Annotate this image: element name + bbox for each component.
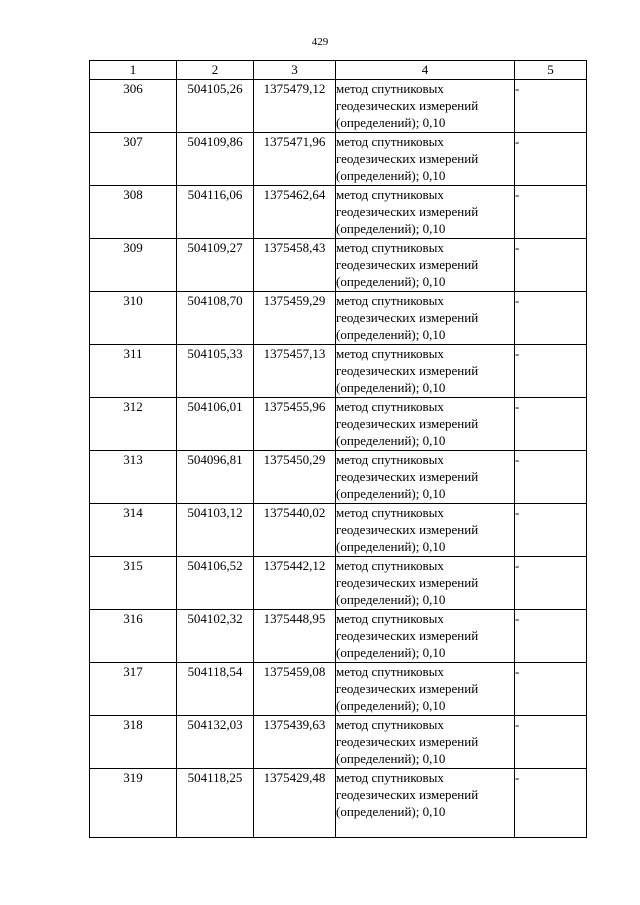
note-cell: - xyxy=(515,186,587,239)
method-text-line-2: геодезических измерений xyxy=(336,522,479,537)
table-row xyxy=(90,133,587,186)
table-row xyxy=(90,186,587,239)
note-cell: - xyxy=(515,663,587,716)
note-cell: - xyxy=(515,292,587,345)
method-text-line-1: метод спутниковых xyxy=(336,505,444,520)
table-row xyxy=(90,663,587,716)
method-text-line-2: геодезических измерений xyxy=(336,787,479,802)
note-cell: - xyxy=(515,239,587,292)
column-header-3: 3 xyxy=(254,61,336,80)
x-coordinate-cell: 504109,86 xyxy=(177,133,254,186)
y-coordinate-cell: 1375471,96 xyxy=(254,133,336,186)
method-text-line-3: (определений); 0,10 xyxy=(336,433,446,448)
method-text-line-3: (определений); 0,10 xyxy=(336,486,446,501)
method-cell xyxy=(336,716,515,769)
note-cell: - xyxy=(515,504,587,557)
method-text-line-2: геодезических измерений xyxy=(336,628,479,643)
point-number-cell: 319 xyxy=(90,769,177,838)
method-text-line-3: (определений); 0,10 xyxy=(336,539,446,554)
method-text-line-2: геодезических измерений xyxy=(336,151,479,166)
method-text-line-3: (определений); 0,10 xyxy=(336,380,446,395)
point-number-cell: 311 xyxy=(90,345,177,398)
column-header-1: 1 xyxy=(90,61,177,80)
point-number-cell: 309 xyxy=(90,239,177,292)
y-coordinate-cell: 1375448,95 xyxy=(254,610,336,663)
method-cell xyxy=(336,769,515,838)
method-text-line-1: метод спутниковых xyxy=(336,134,444,149)
table-row xyxy=(90,716,587,769)
method-text-line-3: (определений); 0,10 xyxy=(336,274,446,289)
method-text-line-3: (определений); 0,10 xyxy=(336,168,446,183)
page-number: 429 xyxy=(311,36,329,48)
x-coordinate-cell: 504096,81 xyxy=(177,451,254,504)
y-coordinate-cell: 1375442,12 xyxy=(254,557,336,610)
method-text-line-1: метод спутниковых xyxy=(336,770,444,785)
y-coordinate-cell: 1375462,64 xyxy=(254,186,336,239)
y-coordinate-cell: 1375440,02 xyxy=(254,504,336,557)
point-number-cell: 313 xyxy=(90,451,177,504)
point-number-cell: 310 xyxy=(90,292,177,345)
y-coordinate-cell: 1375459,29 xyxy=(254,292,336,345)
x-coordinate-cell: 504105,33 xyxy=(177,345,254,398)
method-text-line-3: (определений); 0,10 xyxy=(336,115,446,130)
x-coordinate-cell: 504106,01 xyxy=(177,398,254,451)
point-number-cell: 314 xyxy=(90,504,177,557)
x-coordinate-cell: 504108,70 xyxy=(177,292,254,345)
table-row xyxy=(90,345,587,398)
x-coordinate-cell: 504116,06 xyxy=(177,186,254,239)
method-cell xyxy=(336,80,515,133)
x-coordinate-cell: 504132,03 xyxy=(177,716,254,769)
note-cell: - xyxy=(515,398,587,451)
table-row xyxy=(90,504,587,557)
method-text-line-3: (определений); 0,10 xyxy=(336,221,446,236)
method-text-line-3: (определений); 0,10 xyxy=(336,804,446,819)
point-number-cell: 315 xyxy=(90,557,177,610)
method-text-line-3: (определений); 0,10 xyxy=(336,592,446,607)
y-coordinate-cell: 1375450,29 xyxy=(254,451,336,504)
method-cell xyxy=(336,292,515,345)
point-number-cell: 306 xyxy=(90,80,177,133)
method-cell xyxy=(336,451,515,504)
x-coordinate-cell: 504109,27 xyxy=(177,239,254,292)
table-body xyxy=(90,80,587,838)
y-coordinate-cell: 1375439,63 xyxy=(254,716,336,769)
x-coordinate-cell: 504102,32 xyxy=(177,610,254,663)
method-text-line-1: метод спутниковых xyxy=(336,399,444,414)
table-row xyxy=(90,769,587,838)
note-cell: - xyxy=(515,133,587,186)
table-row xyxy=(90,610,587,663)
note-cell: - xyxy=(515,451,587,504)
y-coordinate-cell: 1375429,48 xyxy=(254,769,336,838)
method-cell xyxy=(336,133,515,186)
y-coordinate-cell: 1375458,43 xyxy=(254,239,336,292)
method-text-line-2: геодезических измерений xyxy=(336,98,479,113)
method-cell xyxy=(336,557,515,610)
point-number-cell: 316 xyxy=(90,610,177,663)
x-coordinate-cell: 504105,26 xyxy=(177,80,254,133)
method-text-line-2: геодезических измерений xyxy=(336,681,479,696)
method-text-line-3: (определений); 0,10 xyxy=(336,698,446,713)
x-coordinate-cell: 504106,52 xyxy=(177,557,254,610)
table-row xyxy=(90,80,587,133)
y-coordinate-cell: 1375455,96 xyxy=(254,398,336,451)
x-coordinate-cell: 504103,12 xyxy=(177,504,254,557)
table-row xyxy=(90,292,587,345)
method-text-line-1: метод спутниковых xyxy=(336,717,444,732)
table-row xyxy=(90,451,587,504)
method-text-line-2: геодезических измерений xyxy=(336,363,479,378)
method-text-line-2: геодезических измерений xyxy=(336,575,479,590)
method-text-line-1: метод спутниковых xyxy=(336,293,444,308)
method-text-line-2: геодезических измерений xyxy=(336,310,479,325)
method-cell xyxy=(336,663,515,716)
method-text-line-2: геодезических измерений xyxy=(336,257,479,272)
method-text-line-1: метод спутниковых xyxy=(336,346,444,361)
column-header-4: 4 xyxy=(336,61,515,80)
note-cell: - xyxy=(515,345,587,398)
method-cell xyxy=(336,345,515,398)
point-number-cell: 308 xyxy=(90,186,177,239)
y-coordinate-cell: 1375479,12 xyxy=(254,80,336,133)
method-text-line-1: метод спутниковых xyxy=(336,452,444,467)
point-number-cell: 317 xyxy=(90,663,177,716)
table-row xyxy=(90,398,587,451)
method-text-line-1: метод спутниковых xyxy=(336,187,444,202)
note-cell: - xyxy=(515,716,587,769)
method-text-line-1: метод спутниковых xyxy=(336,664,444,679)
method-text-line-2: геодезических измерений xyxy=(336,734,479,749)
note-cell: - xyxy=(515,557,587,610)
method-text-line-3: (определений); 0,10 xyxy=(336,327,446,342)
note-cell: - xyxy=(515,610,587,663)
note-cell: - xyxy=(515,80,587,133)
method-text-line-1: метод спутниковых xyxy=(336,240,444,255)
y-coordinate-cell: 1375459,08 xyxy=(254,663,336,716)
method-text-line-2: геодезических измерений xyxy=(336,204,479,219)
point-number-cell: 307 xyxy=(90,133,177,186)
column-header-2: 2 xyxy=(177,61,254,80)
point-number-cell: 318 xyxy=(90,716,177,769)
column-header-5: 5 xyxy=(515,61,587,80)
coordinates-table xyxy=(89,60,587,838)
x-coordinate-cell: 504118,25 xyxy=(177,769,254,838)
method-cell xyxy=(336,186,515,239)
method-cell xyxy=(336,239,515,292)
table-row xyxy=(90,557,587,610)
y-coordinate-cell: 1375457,13 xyxy=(254,345,336,398)
point-number-cell: 312 xyxy=(90,398,177,451)
method-cell xyxy=(336,610,515,663)
method-text-line-2: геодезических измерений xyxy=(336,416,479,431)
method-text-line-3: (определений); 0,10 xyxy=(336,751,446,766)
note-cell: - xyxy=(515,769,587,838)
method-text-line-1: метод спутниковых xyxy=(336,558,444,573)
method-text-line-1: метод спутниковых xyxy=(336,81,444,96)
x-coordinate-cell: 504118,54 xyxy=(177,663,254,716)
method-text-line-1: метод спутниковых xyxy=(336,611,444,626)
method-text-line-3: (определений); 0,10 xyxy=(336,645,446,660)
method-text-line-2: геодезических измерений xyxy=(336,469,479,484)
method-cell xyxy=(336,398,515,451)
table-header-row xyxy=(90,61,587,80)
table-row xyxy=(90,239,587,292)
method-cell xyxy=(336,504,515,557)
